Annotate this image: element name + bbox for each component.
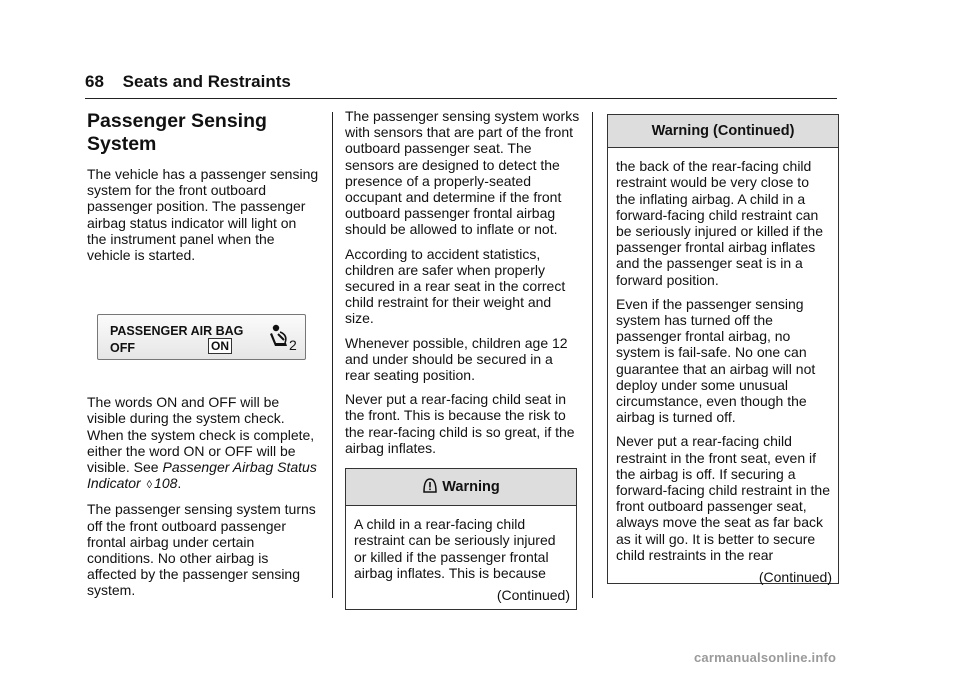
column-1 (87, 110, 319, 607)
continued-label: (Continued) (758, 569, 832, 586)
warning-body (608, 148, 838, 591)
indicator-off-label: OFF (110, 341, 135, 356)
warning-header (346, 469, 576, 506)
section-title: Seats and Restraints (122, 72, 291, 91)
indicator-title: PASSENGER AIR BAG (110, 324, 244, 339)
paragraph: Whenever possible, children age 12 and under should be secured in a rear seating position. (345, 334, 568, 384)
warning-box (345, 468, 577, 610)
cross-reference-link[interactable]: Passenger Airbag Status Indicator (87, 459, 317, 492)
column-3 (607, 114, 837, 584)
warning-text: Even if the passenger sensing system has turned off the passenger frontal airbag, no system is fail-safe. No one can guarantee that an airbag will not deploy under some unusual circumstance, even though the airbag is turned off. (616, 295, 816, 426)
page-number: 68 (85, 72, 104, 91)
airbag-status-indicator (97, 314, 306, 360)
paragraph: The words ON and OFF will be visible during the system check. When the system check is complete, either the word ON or OFF will be visible. See Passenger Airbag Status Indicator ◊ 108. (87, 394, 317, 492)
seat-airbag-icon (266, 323, 300, 356)
warning-text: Never put a rear-facing child restraint in the front seat, even if the airbag is off. If securing a forward-facing child restraint in the front outboard passenger seat, always move the seat as far back as it will go. It is better to secure child restraints in the rear (616, 433, 830, 563)
warning-icon (422, 477, 438, 497)
continued-label: (Continued) (496, 587, 570, 604)
warning-title: Warning (442, 479, 500, 496)
warning-box-continued (607, 114, 839, 584)
paragraph: The passenger sensing system works with sensors that are part of the front outboard passenger seat. The sensors are designed to detect the presence of a properly-seated occupant and determine if the front outboard passenger frontal airbag should be allowed to inflate or not. (345, 108, 580, 238)
header-rule (85, 98, 837, 99)
warning-body (346, 506, 576, 609)
indicator-icon-number: 2 (289, 337, 297, 354)
page-reference[interactable]: 108 (154, 475, 178, 492)
page-reference-icon: ◊ (146, 479, 153, 492)
paragraph: The vehicle has a passenger sensing system for the front outboard passenger position. The passenger airbag status indicator will light on the instrument panel when the vehicle is started. (87, 166, 319, 264)
page-header (85, 72, 291, 92)
paragraph: According to accident statistics, children are safer when properly secured in a rear seat in the correct child restraint for their weight and size. (345, 245, 566, 327)
watermark: carmanualsonline.info (694, 650, 837, 665)
warning-header: Warning (Continued) (608, 115, 838, 148)
column-divider (592, 112, 593, 598)
paragraph: The passenger sensing system turns off the front outboard passenger frontal airbag under certain conditions. No other airbag is affected by the passenger sensing system. (87, 501, 316, 599)
section-heading: Passenger Sensing System (87, 110, 267, 155)
warning-text: the back of the rear-facing child restraint would be very close to the inflating airbag. A child in a forward-facing child restraint can be seriously injured or killed if the passenger frontal airbag inflates and the passenger seat is in a forward position. (616, 158, 823, 288)
column-divider (332, 112, 333, 598)
column-2 (345, 108, 580, 610)
paragraph: Never put a rear-facing child seat in the front. This is because the risk to the rear-facing child is so great, if the airbag inflates. (345, 391, 575, 456)
indicator-on-label: ON (208, 338, 232, 354)
warning-text: A child in a rear-facing child restraint can be seriously injured or killed if the passenger frontal airbag inflates. This is because (354, 516, 556, 581)
